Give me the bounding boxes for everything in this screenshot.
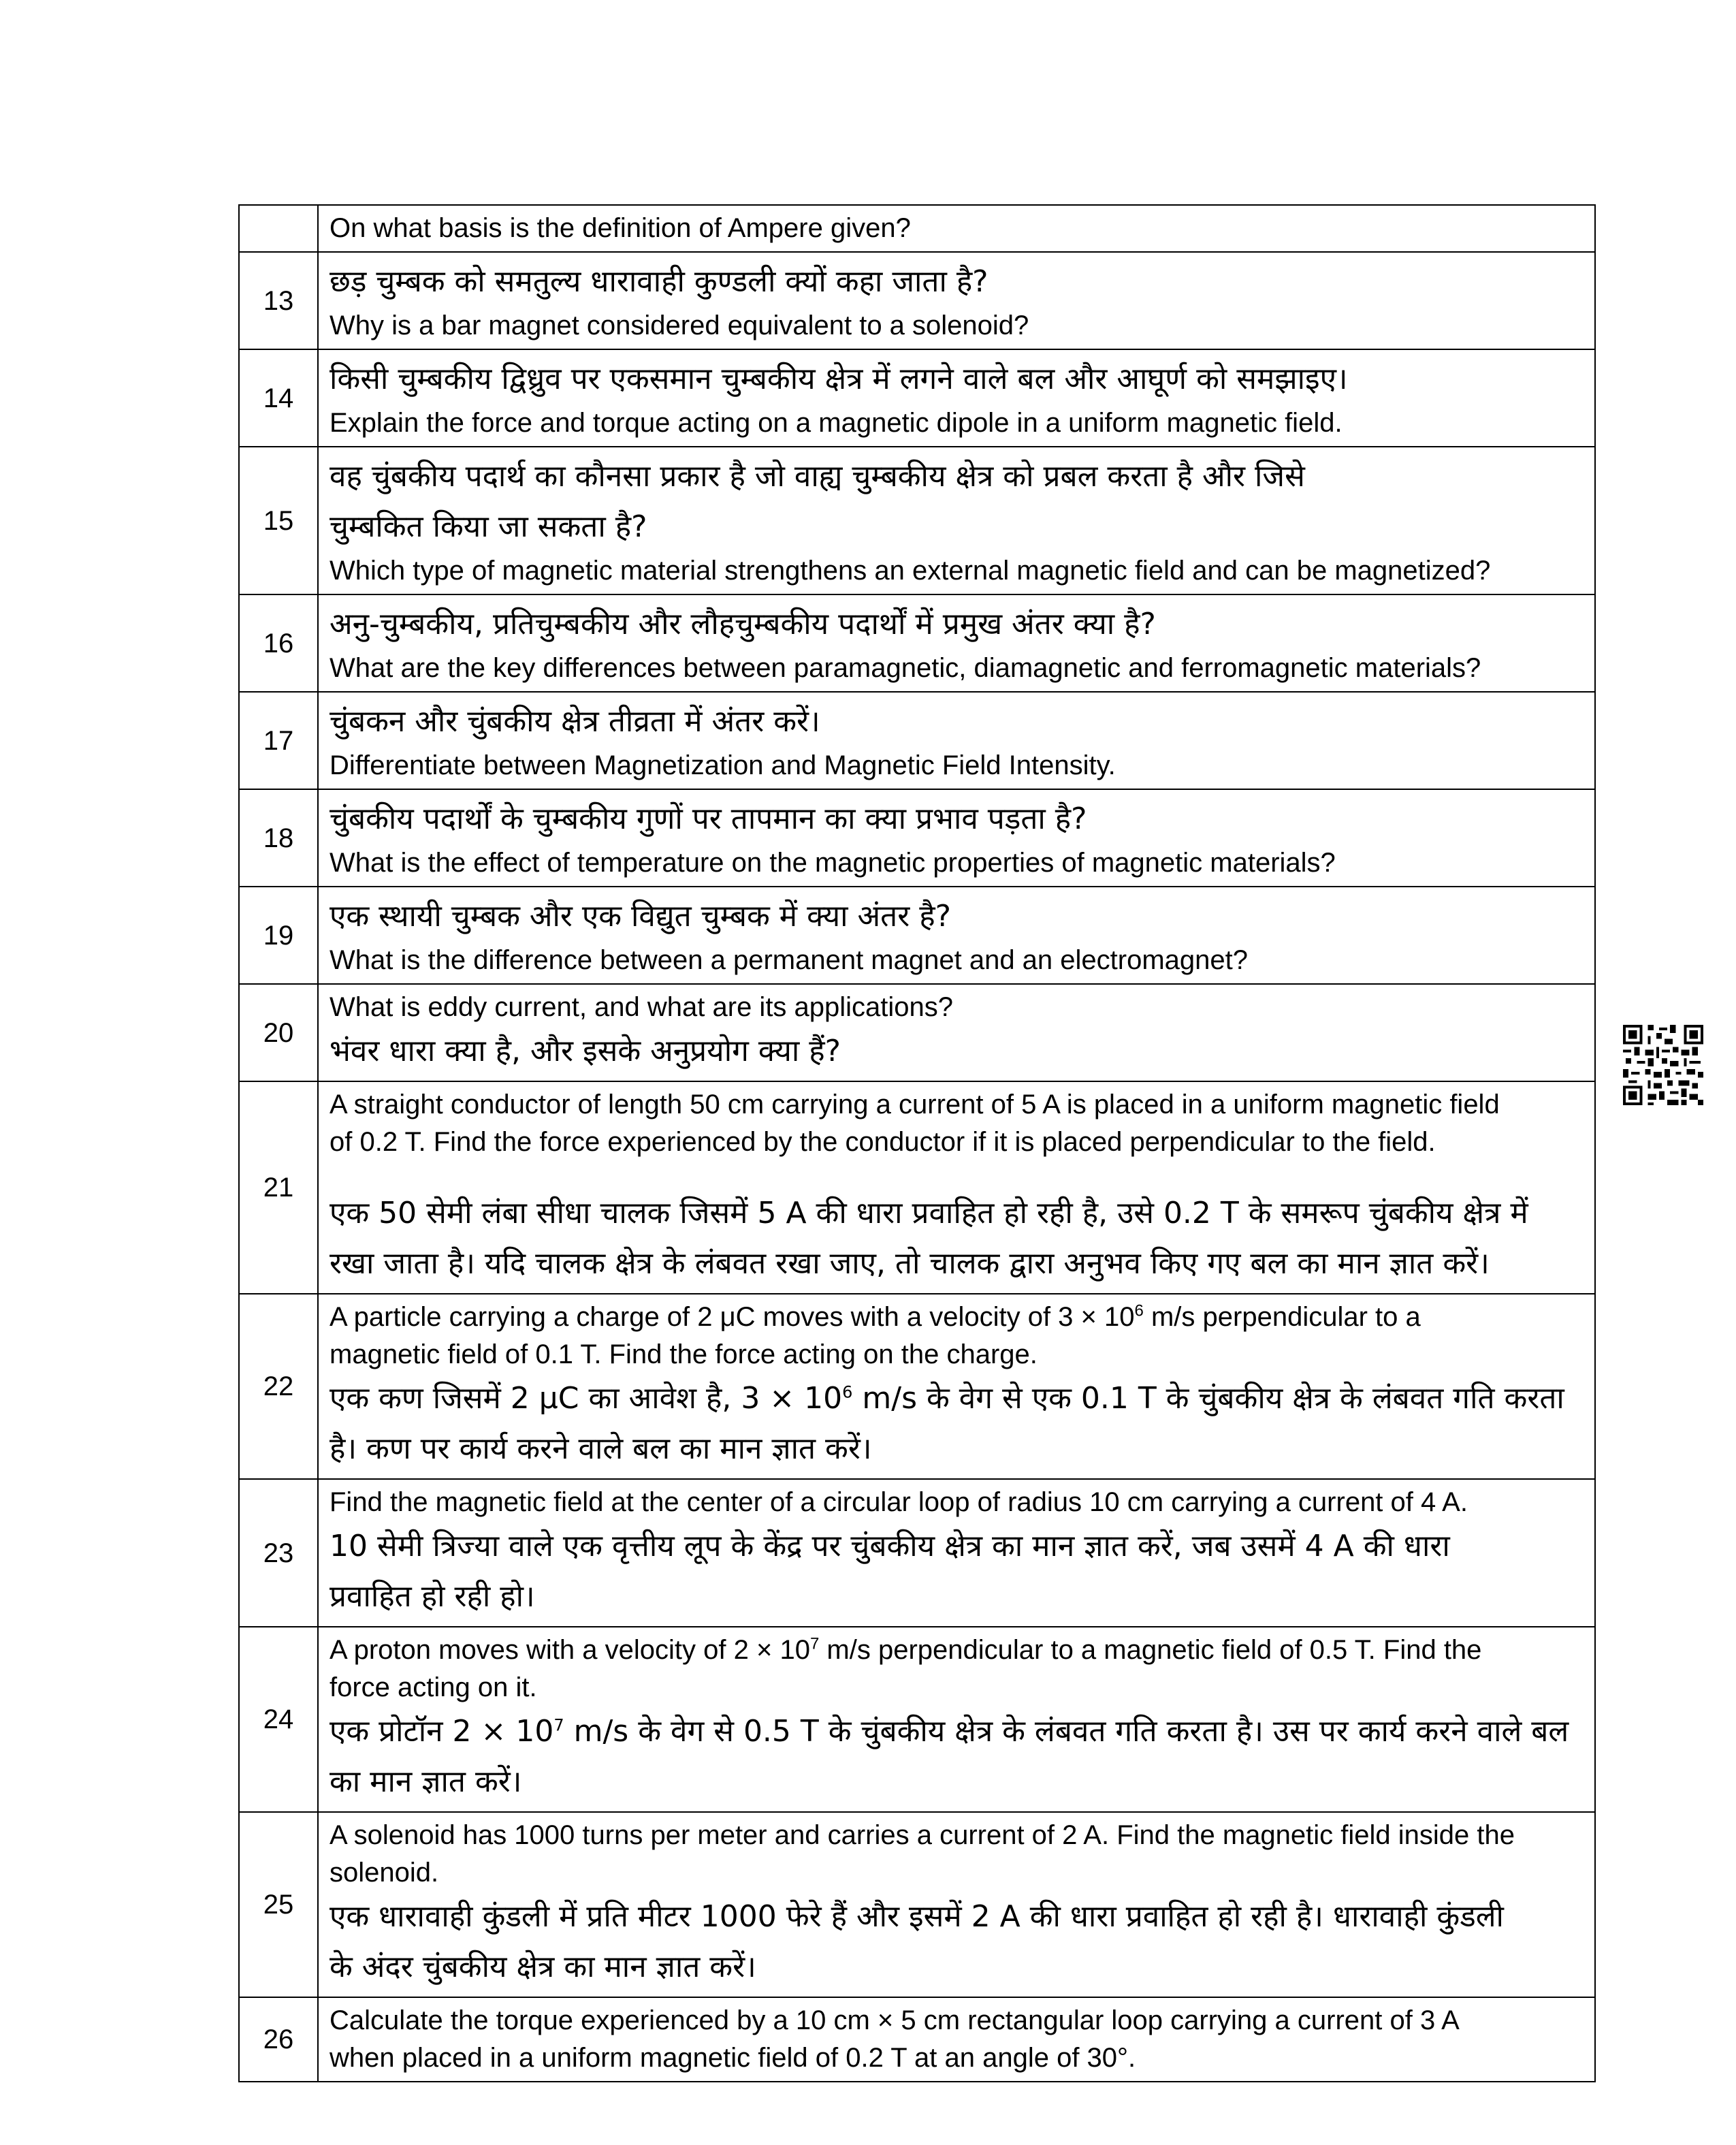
english-line: Differentiate between Magnetization and Magnetic Field Intensity. [329, 750, 1116, 780]
question-text [318, 1294, 1595, 1479]
table-row [239, 447, 1595, 594]
question-text [318, 1479, 1595, 1627]
english-line: What are the key differences between paramagnetic, diamagnetic and ferromagnetic materials? [329, 653, 1481, 683]
english-line: of 0.2 T. Find the force experienced by the conductor if it is placed perpendicular to the field. [329, 1127, 1436, 1157]
line-part: m/s perpendicular to a magnetic field of 0.5 T. Find the [819, 1635, 1482, 1665]
exponent: 7 [809, 1634, 820, 1653]
question-table [238, 204, 1596, 2082]
hindi-line: एक 50 सेमी लंबा सीधा चालक जिसमें 5 A की धारा प्रवाहित हो रही है, उसे 0.2 T के समरूप चुंबकीय क्षेत्र में [329, 1196, 1528, 1230]
question-number: 24 [239, 1627, 318, 1812]
hindi-line [329, 1706, 1589, 1757]
hindi-line: है। कण पर कार्य करने वाले बल का मान ज्ञात करें। [329, 1431, 872, 1466]
english-line: Why is a bar magnet considered equivalent to a solenoid? [329, 311, 1029, 340]
english-line: What is the difference between a permanent magnet and an electromagnet? [329, 945, 1249, 975]
exponent: 7 [553, 1715, 564, 1735]
table-row [239, 349, 1595, 447]
question-number: 16 [239, 594, 318, 692]
english-line: force acting on it. [329, 1672, 537, 1702]
line-part: एक प्रोटॉन 2 × 10 [329, 1714, 554, 1749]
english-line: A solenoid has 1000 turns per meter and carries a current of 2 A. Find the magnetic field inside the [329, 1820, 1515, 1850]
table-row [239, 1294, 1595, 1479]
question-text [318, 1812, 1595, 1997]
english-line [329, 1632, 1589, 1669]
question-text [318, 887, 1595, 984]
question-number: 26 [239, 1997, 318, 2082]
question-number: 18 [239, 789, 318, 887]
question-text [318, 252, 1595, 349]
hindi-line: के अंदर चुंबकीय क्षेत्र का मान ज्ञात करें। [329, 1950, 756, 1984]
table-row [239, 1997, 1595, 2082]
exponent: 6 [842, 1382, 853, 1402]
english-line [329, 1299, 1589, 1336]
question-number: 20 [239, 984, 318, 1081]
exponent: 6 [1134, 1301, 1144, 1320]
hindi-line: चुंबकीय पदार्थों के चुम्बकीय गुणों पर तापमान का क्या प्रभाव पड़ता है? [329, 801, 1087, 836]
question-text [318, 205, 1595, 252]
english-line: solenoid. [329, 1858, 439, 1888]
blank-line [329, 1161, 1589, 1188]
hindi-line: छड़ चुम्बक को समतुल्य धारावाही कुण्डली क्यों कहा जाता है? [329, 264, 988, 299]
question-text [318, 594, 1595, 692]
english-line: when placed in a uniform magnetic field of 0.2 T at an angle of 30°. [329, 2043, 1136, 2073]
english-line: Find the magnetic field at the center of a circular loop of radius 10 cm carrying a current of 4 A. [329, 1487, 1468, 1517]
line-part: एक कण जिसमें 2 μC का आवेश है, 3 × 10 [329, 1381, 843, 1416]
hindi-line: प्रवाहित हो रही हो। [329, 1579, 535, 1614]
table-row [239, 205, 1595, 252]
english-line: What is the effect of temperature on the magnetic properties of magnetic materials? [329, 848, 1336, 878]
question-text [318, 984, 1595, 1081]
hindi-line: किसी चुम्बकीय द्विध्रुव पर एकसमान चुम्बकीय क्षेत्र में लगने वाले बल और आघूर्ण को समझाइए। [329, 362, 1348, 396]
english-line: Which type of magnetic material strengthens an external magnetic field and can be magnetized? [329, 556, 1491, 586]
question-number: 22 [239, 1294, 318, 1479]
english-line: Calculate the torque experienced by a 10 cm × 5 cm rectangular loop carrying a current of 3 A [329, 2005, 1460, 2035]
question-number: 23 [239, 1479, 318, 1627]
question-number: 13 [239, 252, 318, 349]
table-row [239, 984, 1595, 1081]
english-line: Explain the force and torque acting on a magnetic dipole in a uniform magnetic field. [329, 408, 1343, 438]
line-part: A particle carrying a charge of 2 μC moves with a velocity of 3 × 10 [329, 1302, 1135, 1332]
question-text [318, 1627, 1595, 1812]
question-number: 25 [239, 1812, 318, 1997]
question-text [318, 447, 1595, 594]
qr-code-icon [1623, 1025, 1703, 1105]
hindi-line: वह चुंबकीय पदार्थ का कौनसा प्रकार है जो वाह्य चुम्बकीय क्षेत्र को प्रबल करता है और जिसे [329, 459, 1305, 494]
question-number: 15 [239, 447, 318, 594]
line-part: A proton moves with a velocity of 2 × 10 [329, 1635, 810, 1665]
question-text [318, 349, 1595, 447]
english-line: magnetic field of 0.1 T. Find the force acting on the charge. [329, 1339, 1038, 1369]
question-text [318, 692, 1595, 789]
table-row [239, 252, 1595, 349]
english-line: A straight conductor of length 50 cm carrying a current of 5 A is placed in a uniform magnetic field [329, 1090, 1500, 1119]
question-number: 17 [239, 692, 318, 789]
table-row [239, 1479, 1595, 1627]
hindi-line: का मान ज्ञात करें। [329, 1764, 522, 1799]
table-row [239, 692, 1595, 789]
question-number [239, 205, 318, 252]
table-row [239, 1627, 1595, 1812]
hindi-line: एक धारावाही कुंडली में प्रति मीटर 1000 फेरे हैं और इसमें 2 A की धारा प्रवाहित हो रही है। धारावाही कुंडली [329, 1899, 1504, 1934]
question-text [318, 1997, 1595, 2082]
table-row [239, 887, 1595, 984]
hindi-line: एक स्थायी चुम्बक और एक विद्युत चुम्बक में क्या अंतर है? [329, 899, 951, 934]
table-row [239, 1812, 1595, 1997]
table-row [239, 594, 1595, 692]
question-number: 14 [239, 349, 318, 447]
table-row [239, 1081, 1595, 1294]
hindi-line: चुम्बकित किया जा सकता है? [329, 509, 647, 544]
hindi-line: चुंबकन और चुंबकीय क्षेत्र तीव्रता में अंतर करें। [329, 704, 820, 739]
question-text [318, 789, 1595, 887]
line-part: m/s के वेग से एक 0.1 T के चुंबकीय क्षेत्र के लंबवत गति करता [852, 1381, 1564, 1416]
hindi-line: 10 सेमी त्रिज्या वाले एक वृत्तीय लूप के केंद्र पर चुंबकीय क्षेत्र का मान ज्ञात करें, जब उसमें 4 A की धारा [329, 1529, 1450, 1563]
english-line: On what basis is the definition of Ampere given? [329, 213, 911, 243]
hindi-line: रखा जाता है। यदि चालक क्षेत्र के लंबवत रखा जाए, तो चालक द्वारा अनुभव किए गए बल का मान ज्ञात करें। [329, 1246, 1490, 1281]
line-part: m/s perpendicular to a [1143, 1302, 1421, 1332]
english-line: What is eddy current, and what are its applications? [329, 992, 954, 1022]
table-row [239, 789, 1595, 887]
question-number: 21 [239, 1081, 318, 1294]
question-text [318, 1081, 1595, 1294]
hindi-line: भंवर धारा क्या है, और इसके अनुप्रयोग क्या हैं? [329, 1034, 841, 1068]
question-number: 19 [239, 887, 318, 984]
hindi-line: अनु-चुम्बकीय, प्रतिचुम्बकीय और लौहचुम्बकीय पदार्थों में प्रमुख अंतर क्या है? [329, 607, 1156, 641]
line-part: m/s के वेग से 0.5 T के चुंबकीय क्षेत्र के लंबवत गति करता है। उस पर कार्य करने वाले बल [564, 1714, 1569, 1749]
hindi-line [329, 1373, 1589, 1424]
